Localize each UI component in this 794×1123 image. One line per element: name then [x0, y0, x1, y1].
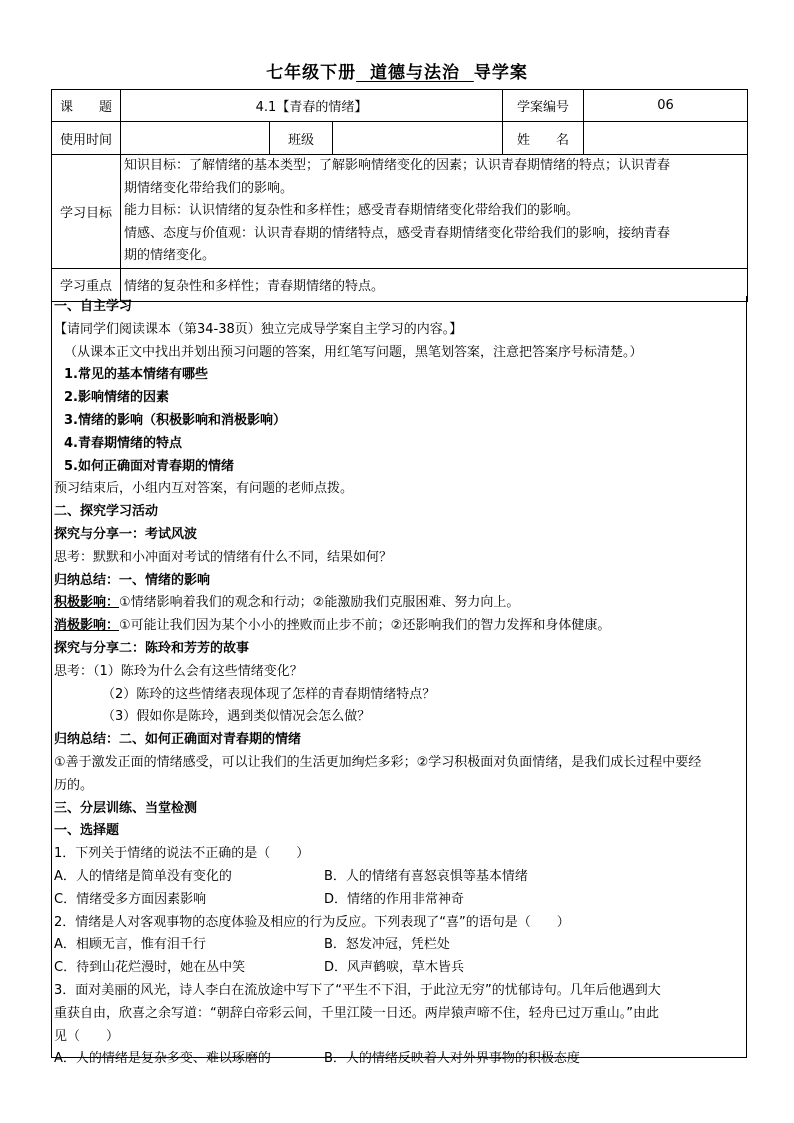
title-subject-text: 道德与法治 — [370, 63, 460, 83]
paragraph: （2）陈玲的这些情绪表现体现了怎样的青春期情绪特点？ — [102, 686, 436, 702]
negative-label: 消极影响： — [54, 618, 120, 634]
positive-effect — [52, 592, 746, 615]
paragraph: 预习结束后，小组内互对答案，有问题的老师点拨。 — [54, 481, 354, 497]
question-item: 5.如何正确面对青春期的情绪 — [64, 458, 234, 474]
goals-line: 能力目标：认识情绪的复杂性和多样性；感受青春期情绪变化带给我们的影响。 — [124, 203, 580, 218]
paragraph: ①善于激发正面的情绪感受，可以让我们的生活更加绚烂多彩；②学习积极面对负面情绪，是我们成长过程中要经 — [54, 754, 702, 770]
code-value: 06 — [584, 90, 748, 122]
time-label: 使用时间 — [52, 122, 121, 155]
positive-text: ①情绪影响着我们的观念和行动；②能激励我们克服困难、努力向上。 — [119, 595, 520, 611]
option-b: B．人的情绪有喜怒哀惧等基本情绪 — [324, 868, 528, 884]
class-label: 班级 — [270, 122, 333, 155]
subsection-heading: 一、选择题 — [54, 823, 120, 839]
option-a: A．相顾无言，惟有泪千行 — [54, 937, 206, 953]
exercise-question: 1．下列关于情绪的说法不正确的是（ ） — [54, 846, 310, 862]
positive-label: 积极影响： — [54, 595, 120, 611]
goals-text — [121, 155, 748, 269]
content-box — [51, 296, 747, 1067]
topic-label: 课 题 — [52, 90, 121, 122]
paragraph: 历的。 — [54, 777, 94, 793]
exercise-options — [52, 866, 746, 889]
option-a: A．人的情绪是简单没有变化的 — [54, 868, 232, 884]
question-item: 3.情绪的影响（积极影响和消极影响） — [64, 412, 286, 428]
option-c: C．情绪受多方面因素影响 — [54, 891, 207, 907]
instruction: 【请同学们阅读课本（第34-38页）独立完成导学案自主学习的内容。】 — [54, 321, 463, 337]
topic-value: 4.1【青春的情绪】 — [121, 90, 503, 122]
negative-effect — [52, 615, 746, 638]
question-item: 1.常见的基本情绪有哪些 — [64, 367, 208, 383]
page-title — [0, 58, 794, 83]
title-suffix: 导学案 — [473, 63, 528, 83]
option-c: C．待到山花烂漫时，她在丛中笑 — [54, 960, 246, 976]
name-label: 姓 名 — [503, 122, 584, 155]
goals-label: 学习目标 — [52, 155, 121, 269]
section-heading: 一、自主学习 — [54, 299, 133, 314]
summary-heading: 归纳总结：一、情绪的影响 — [54, 572, 211, 588]
exercise-question: 2．情绪是人对客观事物的态度体验及相应的行为反应。下列表现了“喜”的语句是（ ） — [54, 914, 570, 930]
focus-text: 情绪的复杂性和多样性；青春期情绪的特点。 — [121, 268, 748, 301]
name-field[interactable] — [584, 122, 748, 155]
negative-text: ①可能让我们因为某个小小的挫败而止步不前；②还影响我们的智力发挥和身体健康。 — [119, 618, 611, 634]
exercise-question: 3．面对美丽的风光，诗人李白在流放途中写下了“平生不下泪，于此泣无穷”的忧郁诗句。几年后他遇到大 — [54, 982, 661, 998]
code-label: 学案编号 — [503, 90, 584, 122]
question-item: 4.青春期情绪的特点 — [64, 435, 182, 451]
header-table — [51, 89, 748, 302]
exercise-question: 见（ ） — [54, 1028, 120, 1044]
goals-line: 期情绪变化带给我们的影响。 — [124, 180, 294, 196]
section-heading: 二、探究学习活动 — [54, 504, 159, 520]
time-field[interactable] — [121, 122, 270, 155]
goals-line: 期的情绪变化。 — [124, 248, 216, 263]
focus-label: 学习重点 — [52, 268, 121, 301]
exercise-question: 重获自由，欣喜之余写道：“朝辞白帝彩云间，千里江陵一日还。两岸猿声啼不住，轻舟已过万重山。”由此 — [54, 1005, 659, 1021]
exercise-options — [52, 889, 746, 912]
subsection-heading: 探究与分享二：陈玲和芳芳的故事 — [54, 640, 250, 656]
summary-heading: 归纳总结：二、如何正确面对青春期的情绪 — [54, 732, 302, 748]
paragraph: 思考：默默和小冲面对考试的情绪有什么不同，结果如何？ — [54, 549, 393, 565]
instruction-note: （从课本正文中找出并划出预习问题的答案，用红笔写问题，黑笔划答案，注意把答案序号标清楚。） — [64, 344, 643, 360]
goals-line: 知识目标：了解情绪的基本类型；了解影响情绪变化的因素；认识青春期情绪的特点；认识青春 — [124, 158, 671, 173]
question-item: 2.影响情绪的因素 — [64, 390, 169, 406]
exercise-options — [52, 1048, 746, 1071]
goals-line: 情感、态度与价值观：认识青春期的情绪特点，感受青春期情绪变化带给我们的影响，接纳青春 — [124, 225, 671, 241]
class-field[interactable] — [333, 122, 503, 155]
title-subject — [356, 63, 474, 83]
exercise-options — [52, 957, 746, 980]
option-d: D．情绪的作用非常神奇 — [324, 891, 465, 907]
paragraph: （3）假如你是陈玲，遇到类似情况会怎么做？ — [102, 709, 371, 725]
exercise-options — [52, 934, 746, 957]
paragraph: 思考：（1）陈玲为什么会有这些情绪变化？ — [54, 663, 303, 679]
option-b: B．怒发冲冠，凭栏处 — [324, 937, 450, 953]
option-d: D．风声鹤唳，草木皆兵 — [324, 960, 465, 976]
option-a: A．人的情绪是复杂多变、难以琢磨的 — [54, 1051, 271, 1067]
title-prefix: 七年级下册 — [266, 63, 357, 83]
option-b: B．人的情绪反映着人对外界事物的积极态度 — [324, 1051, 580, 1067]
subsection-heading: 探究与分享一：考试风波 — [54, 526, 198, 542]
section-heading: 三、分层训练、当堂检测 — [54, 800, 198, 816]
